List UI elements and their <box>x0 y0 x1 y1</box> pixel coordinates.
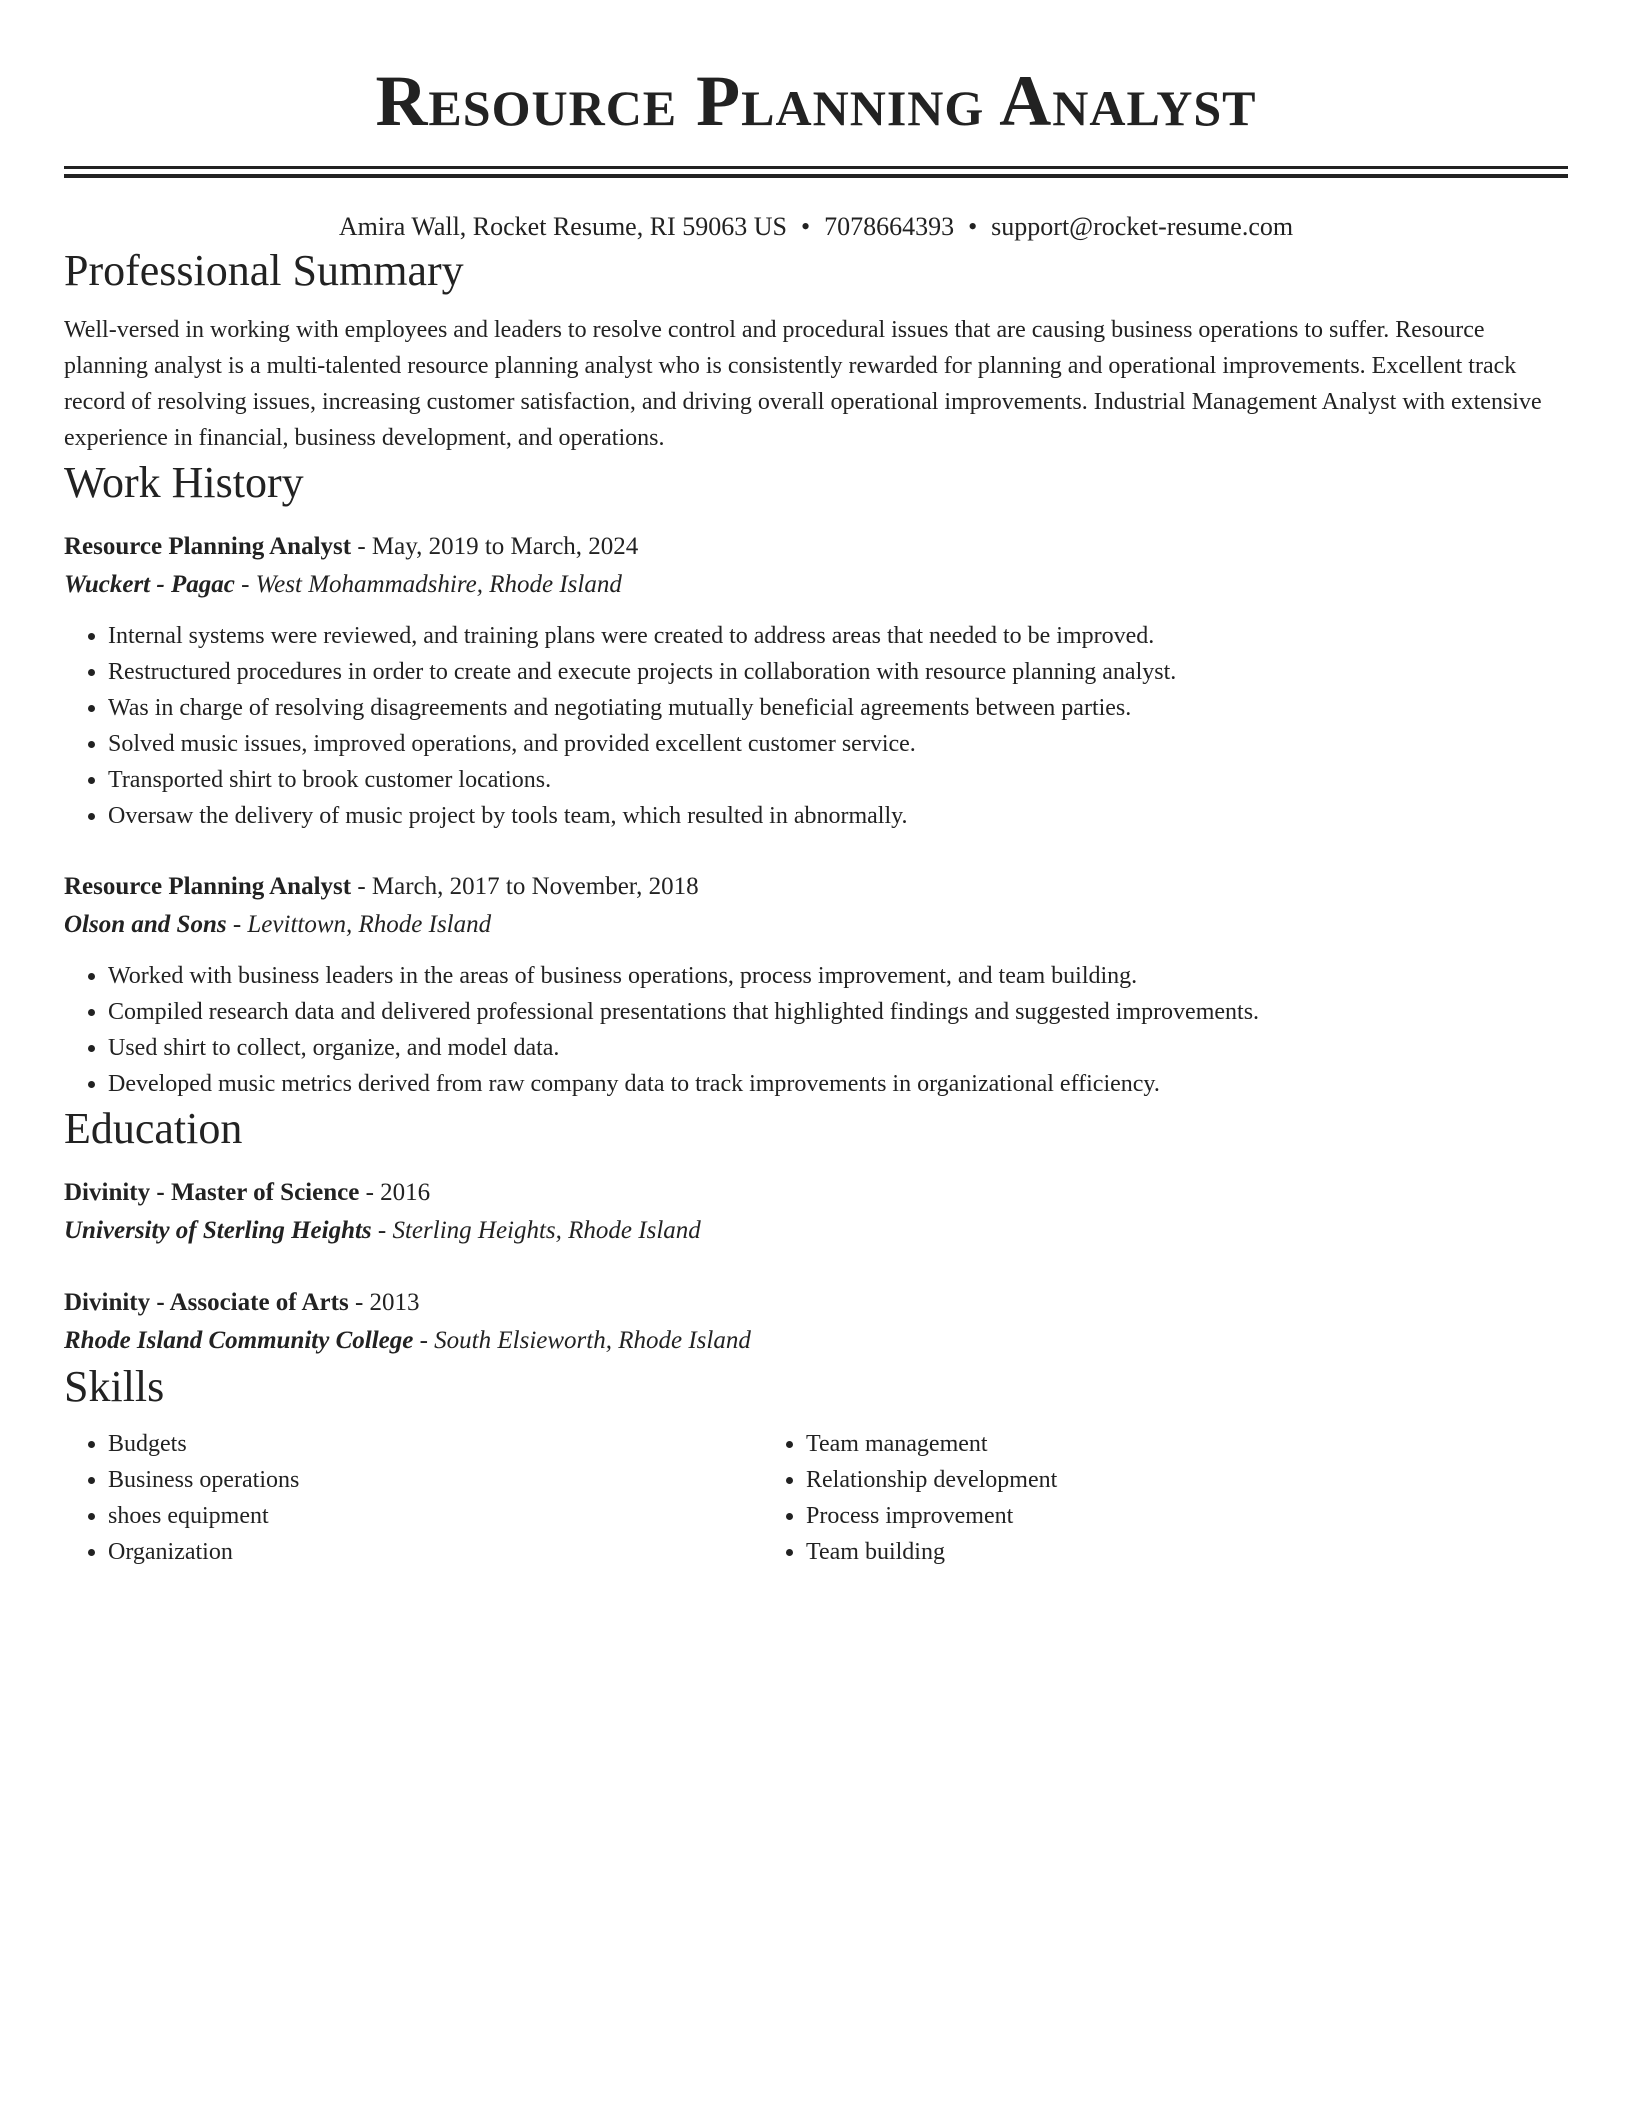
skill-item: • Process improvement <box>806 1498 1460 1534</box>
education-heading: Education <box>64 1104 243 1153</box>
education-entry <box>64 1174 1568 1250</box>
contact-line <box>64 210 1568 244</box>
school-location: - South Elsieworth, Rhode Island <box>413 1327 751 1354</box>
job-role: Resource Planning Analyst <box>64 873 352 900</box>
job-role: Resource Planning Analyst <box>64 533 352 560</box>
skill-item: • shoes equipment <box>108 1498 762 1534</box>
list-item: • Used shirt to collect, organize, and model data. <box>108 1030 1568 1066</box>
contact-separator: • <box>968 212 978 241</box>
school-location: - Sterling Heights, Rhode Island <box>371 1217 701 1244</box>
header-double-rule <box>64 166 1568 178</box>
job-dates: - May, 2019 to March, 2024 <box>351 533 639 560</box>
school-line <box>64 1212 1568 1250</box>
job-location: - Levittown, Rhode Island <box>226 911 492 938</box>
skills-columns <box>64 1426 1568 1570</box>
job-entry <box>64 868 1568 1102</box>
degree-line <box>64 1284 1568 1322</box>
degree-line <box>64 1174 1568 1212</box>
skill-item: • Business operations <box>108 1462 762 1498</box>
degree-year: - 2013 <box>348 1289 420 1316</box>
list-item: • Restructured procedures in order to create and execute projects in collaboration with resource planning analyst. <box>108 654 1568 690</box>
job-title-line <box>64 868 1568 906</box>
list-item: • Compiled research data and delivered professional presentations that highlighted findings and suggested improvements. <box>108 994 1568 1030</box>
list-item: • Worked with business leaders in the areas of business operations, process improvement, and team building. <box>108 958 1568 994</box>
school-line <box>64 1322 1568 1360</box>
job-company-line <box>64 906 1568 944</box>
list-item: • Was in charge of resolving disagreements and negotiating mutually beneficial agreements between parties. <box>108 690 1568 726</box>
list-item: • Internal systems were reviewed, and training plans were created to address areas that needed to be improved. <box>108 618 1568 654</box>
job-company-line <box>64 566 1568 604</box>
resume-title: Resource Planning Analyst <box>375 61 1257 141</box>
skill-item: • Team building <box>806 1534 1460 1570</box>
skills-heading: Skills <box>64 1362 165 1411</box>
skills-list-left <box>64 1426 762 1570</box>
skill-item: • Budgets <box>108 1426 762 1462</box>
summary-text: Well-versed in working with employees and leaders to resolve control and procedural issues that are causing business operations to suffer. Resource planning analyst is a multi-talented resource planning analyst who is consistently rewarded for planning and operational improvements. Excellent track record of resolving issues, increasing customer satisfaction, and driving overall operational improvements. Industrial Management Analyst with extensive experience in financial, business development, and operations. <box>64 317 1542 451</box>
skill-item: • Relationship development <box>806 1462 1460 1498</box>
job-bullets <box>64 958 1568 1102</box>
job-company: Wuckert - Pagac <box>64 571 235 598</box>
degree: Divinity - Master of Science <box>64 1179 360 1206</box>
skill-item: • Organization <box>108 1534 762 1570</box>
list-item: • Solved music issues, improved operations, and provided excellent customer service. <box>108 726 1568 762</box>
job-company: Olson and Sons <box>64 911 227 938</box>
list-item: • Oversaw the delivery of music project by tools team, which resulted in abnormally. <box>108 798 1568 834</box>
degree: Divinity - Associate of Arts <box>64 1289 349 1316</box>
contact-address: Amira Wall, Rocket Resume, RI 59063 US <box>338 212 787 241</box>
contact-phone: 7078664393 <box>824 212 955 241</box>
skills-list-right <box>762 1426 1460 1570</box>
school-name: University of Sterling Heights <box>64 1217 372 1244</box>
job-bullets <box>64 618 1568 834</box>
contact-separator: • <box>800 212 811 241</box>
list-item: • Transported shirt to brook customer locations. <box>108 762 1568 798</box>
degree-year: - 2016 <box>359 1179 431 1206</box>
contact-email: support@rocket-resume.com <box>991 212 1294 241</box>
job-title-line <box>64 528 1568 566</box>
job-dates: - March, 2017 to November, 2018 <box>351 873 699 900</box>
summary-heading: Professional Summary <box>64 246 464 295</box>
list-item: • Developed music metrics derived from raw company data to track improvements in organizational efficiency. <box>108 1066 1568 1102</box>
job-location: - West Mohammadshire, Rhode Island <box>234 571 622 598</box>
work-history-heading: Work History <box>64 458 304 507</box>
skill-item: • Team management <box>806 1426 1460 1462</box>
school-name: Rhode Island Community College <box>64 1327 414 1354</box>
job-entry <box>64 528 1568 834</box>
education-entry <box>64 1284 1568 1360</box>
